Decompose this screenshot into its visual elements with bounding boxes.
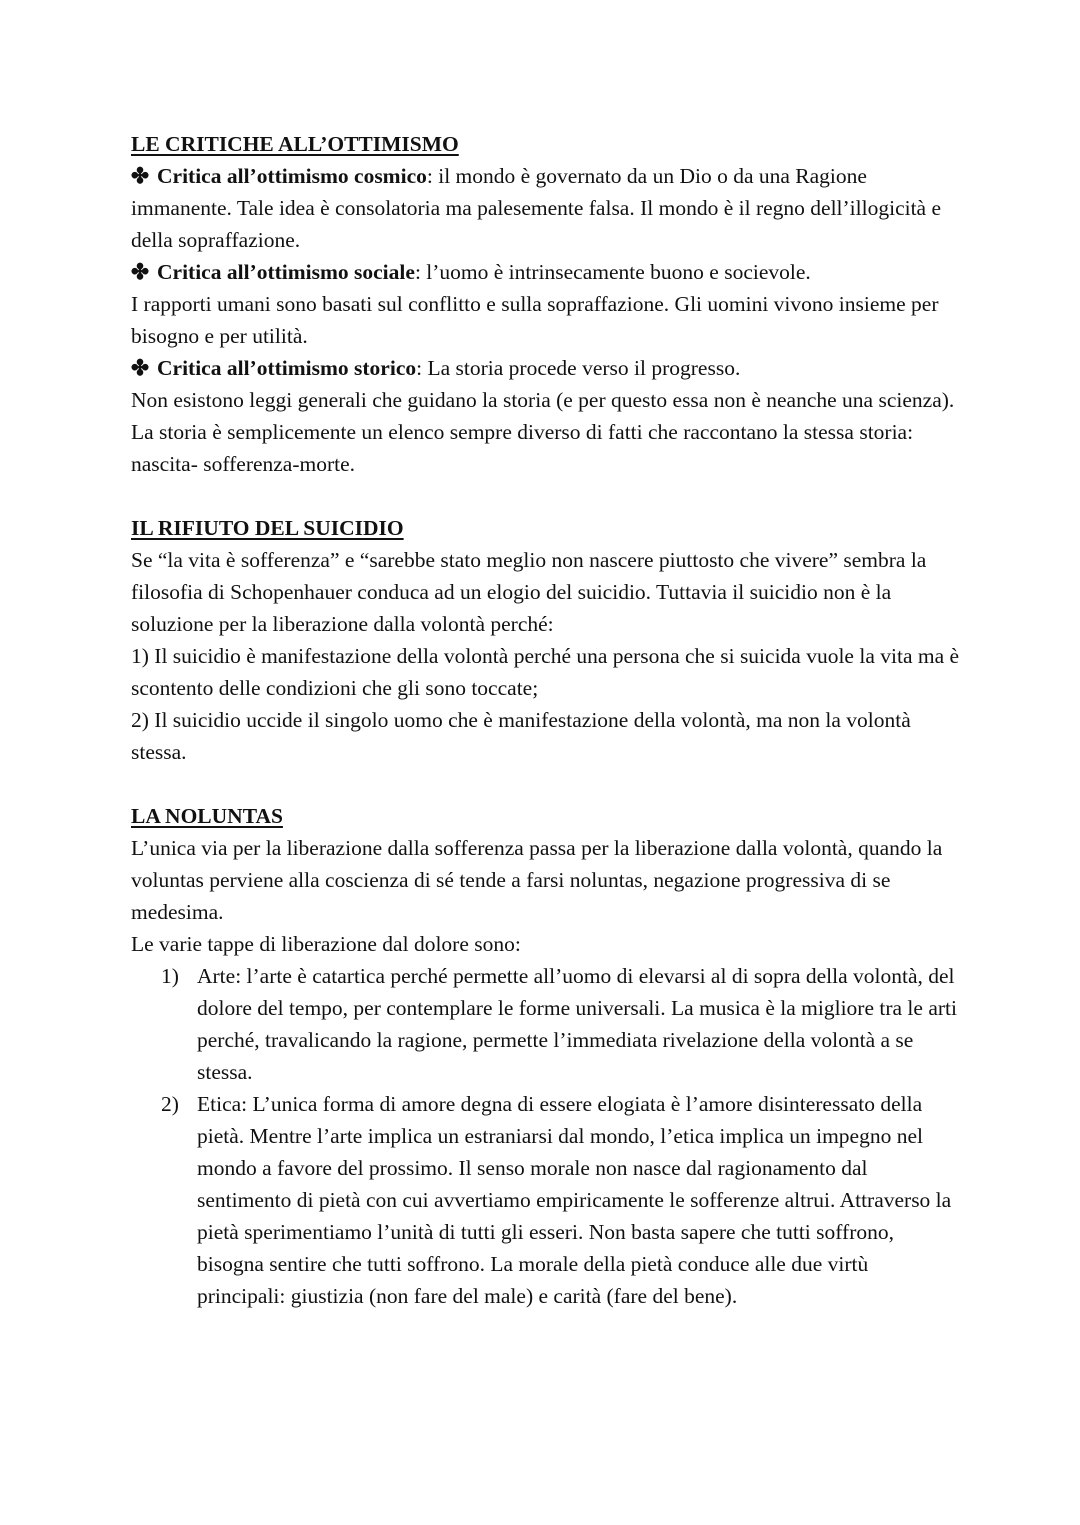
section-spacer <box>131 480 961 512</box>
paragraph-suicidio-point-2: 2) Il suicidio uccide il singolo uomo che è manifestazione della volontà, ma non la volontà stessa. <box>131 708 911 764</box>
paragraph-storico-detail: Non esistono leggi generali che guidano la storia (e per questo essa non è neanche una scienza). La storia è semplicemente un elenco sempre diverso di fatti che raccontano la stessa storia: nascita- sofferenza-morte. <box>131 388 955 476</box>
bullet-icon: ✤ <box>131 260 150 284</box>
bullet-label: Critica all’ottimismo storico <box>157 356 417 380</box>
paragraph-sociale-detail: I rapporti umani sono basati sul conflitto e sulla sopraffazione. Gli uomini vivono insieme per bisogno e per utilità. <box>131 292 939 348</box>
section-title-critiche: LE CRITICHE ALL’OTTIMISMO <box>131 132 459 156</box>
paragraph-stages-intro: Le varie tappe di liberazione dal dolore sono: <box>131 932 521 956</box>
paragraph-suicidio-intro: Se “la vita è sofferenza” e “sarebbe stato meglio non nascere piuttosto che vivere” sembra la filosofia di Schopenhauer conduca ad un elogio del suicidio. Tuttavia il suicidio non è la soluzione per la liberazione dalla volontà perché: <box>131 548 927 636</box>
bullet-text: : La storia procede verso il progresso. <box>416 356 741 380</box>
stages-list <box>131 960 961 1312</box>
bullet-label: Critica all’ottimismo sociale <box>157 260 415 284</box>
bullet-paragraph-cosmico <box>131 160 961 256</box>
bullet-label: Critica all’ottimismo cosmico <box>157 164 427 188</box>
list-item-text: Arte: l’arte è catartica perché permette all’uomo di elevarsi al di sopra della volontà, del dolore del tempo, per contemplare le forme universali. La musica è la migliore tra le arti perché, travalicando la ragione, permette l’immediata rivelazione della volontà a se stessa. <box>197 964 957 1084</box>
document-page <box>131 128 961 1312</box>
bullet-paragraph-sociale <box>131 256 961 288</box>
list-item <box>131 1088 961 1312</box>
paragraph-suicidio-point-1: 1) Il suicidio è manifestazione della volontà perché una persona che si suicida vuole la vita ma è scontento delle condizioni che gli sono toccate; <box>131 644 960 700</box>
bullet-text: : il mondo è governato da un Dio o da una Ragione immanente. Tale idea è consolatoria ma palesemente falsa. Il mondo è il regno dell’illogicità e della sopraffazione. <box>131 164 942 252</box>
section-title-noluntas: LA NOLUNTAS <box>131 804 283 828</box>
bullet-icon: ✤ <box>131 356 150 380</box>
paragraph-noluntas-intro: L’unica via per la liberazione dalla sofferenza passa per la liberazione dalla volontà, quando la voluntas perviene alla coscienza di sé tende a farsi noluntas, negazione progressiva di se medesima. <box>131 836 943 924</box>
list-item <box>131 960 961 1088</box>
bullet-paragraph-storico <box>131 352 961 384</box>
section-spacer <box>131 768 961 800</box>
section-title-suicidio: IL RIFIUTO DEL SUICIDIO <box>131 516 404 540</box>
list-item-number: 1) <box>161 964 179 988</box>
list-item-text: Etica: L’unica forma di amore degna di essere elogiata è l’amore disinteressato della pietà. Mentre l’arte implica un estraniarsi dal mondo, l’etica implica un impegno nel mondo a favore del prossimo. Il senso morale non nasce dal ragionamento dal sentimento di pietà con cui avvertiamo empiricamente le sofferenze altrui. Attraverso la pietà sperimentiamo l’unità di tutti gli esseri. Non basta sapere che tutti soffrono, bisogna sentire che tutti soffrono. La morale della pietà conduce alle due virtù principali: giustizia (non fare del male) e carità (fare del bene). <box>197 1092 952 1308</box>
bullet-text: : l’uomo è intrinsecamente buono e socievole. <box>414 260 811 284</box>
list-item-number: 2) <box>161 1092 179 1116</box>
bullet-icon: ✤ <box>131 164 150 188</box>
